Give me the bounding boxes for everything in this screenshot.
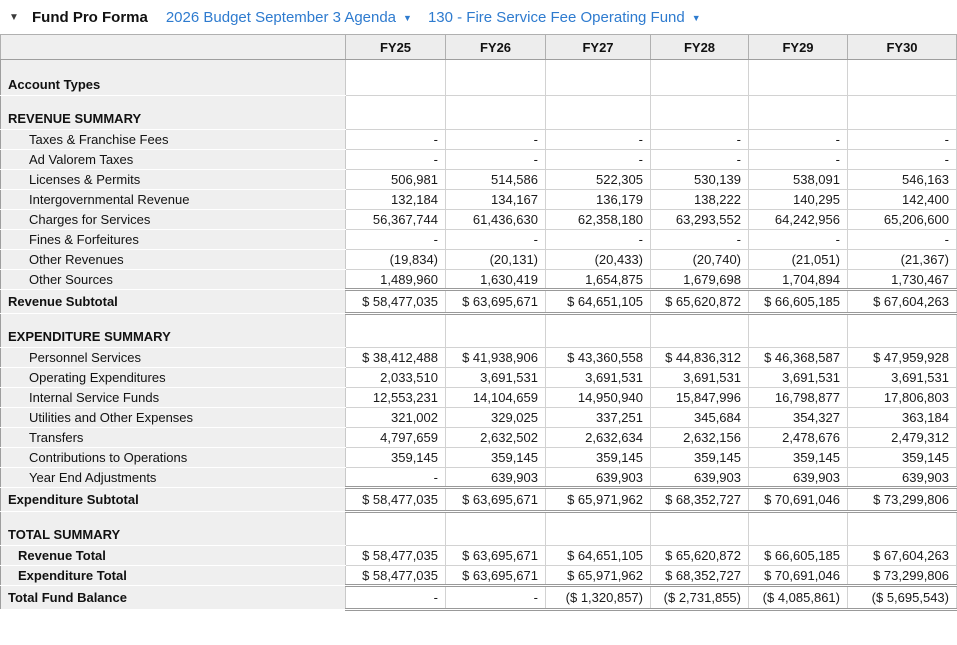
column-header-fy4: FY29 <box>749 35 848 60</box>
value-cell <box>346 512 446 546</box>
value-cell <box>546 60 651 96</box>
table-row <box>1 210 957 230</box>
value-cell: 639,903 <box>651 468 749 488</box>
value-cell: 321,002 <box>346 408 446 428</box>
value-cell <box>848 314 957 348</box>
table-row <box>1 130 957 150</box>
value-cell <box>651 314 749 348</box>
column-header-fy3: FY28 <box>651 35 749 60</box>
value-cell: 136,179 <box>546 190 651 210</box>
value-cell: 522,305 <box>546 170 651 190</box>
row-label: Intergovernmental Revenue <box>1 190 346 210</box>
row-label: Expenditure Total <box>1 566 346 586</box>
value-cell <box>848 60 957 96</box>
value-cell: 363,184 <box>848 408 957 428</box>
table-row <box>1 190 957 210</box>
value-cell: (20,433) <box>546 250 651 270</box>
value-cell: $ 63,695,671 <box>446 546 546 566</box>
row-label: Total Fund Balance <box>1 586 346 610</box>
value-cell: ($ 2,731,855) <box>651 586 749 610</box>
column-header-fy0: FY25 <box>346 35 446 60</box>
value-cell: 16,798,877 <box>749 388 848 408</box>
value-cell: - <box>446 130 546 150</box>
value-cell: 2,632,634 <box>546 428 651 448</box>
value-cell: 56,367,744 <box>346 210 446 230</box>
value-cell: 3,691,531 <box>749 368 848 388</box>
table-row <box>1 428 957 448</box>
table-row <box>1 448 957 468</box>
value-cell: 4,797,659 <box>346 428 446 448</box>
value-cell: $ 66,605,185 <box>749 290 848 314</box>
value-cell: - <box>346 230 446 250</box>
value-cell: $ 47,959,928 <box>848 348 957 368</box>
value-cell: $ 63,695,671 <box>446 488 546 512</box>
value-cell: 530,139 <box>651 170 749 190</box>
value-cell <box>346 314 446 348</box>
value-cell: $ 38,412,488 <box>346 348 446 368</box>
value-cell: 14,104,659 <box>446 388 546 408</box>
value-cell: 1,730,467 <box>848 270 957 290</box>
value-cell: $ 58,477,035 <box>346 290 446 314</box>
fund-dropdown-label: 130 - Fire Service Fee Operating Fund <box>427 8 685 26</box>
value-cell: $ 43,360,558 <box>546 348 651 368</box>
value-cell <box>749 512 848 546</box>
value-cell: - <box>346 130 446 150</box>
row-label: EXPENDITURE SUMMARY <box>1 314 346 348</box>
value-cell <box>346 60 446 96</box>
value-cell <box>651 96 749 130</box>
value-cell: 15,847,996 <box>651 388 749 408</box>
value-cell: $ 68,352,727 <box>651 566 749 586</box>
value-cell: - <box>651 130 749 150</box>
value-cell <box>546 512 651 546</box>
value-cell: 2,033,510 <box>346 368 446 388</box>
value-cell: 639,903 <box>749 468 848 488</box>
value-cell: $ 70,691,046 <box>749 488 848 512</box>
row-label: Account Types <box>1 60 346 96</box>
value-cell: 359,145 <box>446 448 546 468</box>
value-cell: - <box>546 150 651 170</box>
value-cell: 63,293,552 <box>651 210 749 230</box>
row-label: REVENUE SUMMARY <box>1 96 346 130</box>
row-label: Year End Adjustments <box>1 468 346 488</box>
value-cell: (19,834) <box>346 250 446 270</box>
value-cell: 359,145 <box>546 448 651 468</box>
value-cell: $ 41,938,906 <box>446 348 546 368</box>
value-cell: 62,358,180 <box>546 210 651 230</box>
value-cell: - <box>848 150 957 170</box>
chevron-down-icon: ▼ <box>691 13 701 23</box>
value-cell: $ 64,651,105 <box>546 290 651 314</box>
value-cell: 1,489,960 <box>346 270 446 290</box>
value-cell: - <box>848 230 957 250</box>
value-cell: 329,025 <box>446 408 546 428</box>
value-cell: $ 65,971,962 <box>546 566 651 586</box>
table-row <box>1 368 957 388</box>
value-cell <box>546 314 651 348</box>
value-cell: 337,251 <box>546 408 651 428</box>
row-label: Licenses & Permits <box>1 170 346 190</box>
value-cell: 14,950,940 <box>546 388 651 408</box>
row-label: TOTAL SUMMARY <box>1 512 346 546</box>
row-label: Other Sources <box>1 270 346 290</box>
value-cell: 64,242,956 <box>749 210 848 230</box>
table-row <box>1 250 957 270</box>
value-cell: $ 65,971,962 <box>546 488 651 512</box>
value-cell: (20,740) <box>651 250 749 270</box>
column-header-fy5: FY30 <box>848 35 957 60</box>
column-header-fy2: FY27 <box>546 35 651 60</box>
budget-dropdown[interactable] <box>166 9 412 26</box>
value-cell: 65,206,600 <box>848 210 957 230</box>
chevron-down-icon: ▼ <box>403 13 412 23</box>
value-cell: - <box>346 468 446 488</box>
table-row <box>1 270 957 290</box>
toolbar <box>0 0 957 34</box>
value-cell: $ 70,691,046 <box>749 566 848 586</box>
row-label: Contributions to Operations <box>1 448 346 468</box>
value-cell: 3,691,531 <box>446 368 546 388</box>
value-cell: (20,131) <box>446 250 546 270</box>
value-cell: - <box>446 150 546 170</box>
table-row <box>1 586 957 610</box>
fund-dropdown[interactable] <box>428 9 701 26</box>
value-cell: - <box>446 230 546 250</box>
value-cell <box>651 512 749 546</box>
value-cell: - <box>749 130 848 150</box>
value-cell: - <box>346 150 446 170</box>
row-label: Revenue Subtotal <box>1 290 346 314</box>
value-cell: (21,051) <box>749 250 848 270</box>
value-cell: 1,654,875 <box>546 270 651 290</box>
value-cell: ($ 5,695,543) <box>848 586 957 610</box>
value-cell: 639,903 <box>546 468 651 488</box>
value-cell <box>446 96 546 130</box>
table-row <box>1 512 957 546</box>
value-cell: $ 44,836,312 <box>651 348 749 368</box>
value-cell <box>546 96 651 130</box>
table-row <box>1 60 957 96</box>
value-cell: 3,691,531 <box>651 368 749 388</box>
row-label: Operating Expenditures <box>1 368 346 388</box>
table-row <box>1 408 957 428</box>
row-label: Taxes & Franchise Fees <box>1 130 346 150</box>
value-cell: 359,145 <box>749 448 848 468</box>
table-row <box>1 314 957 348</box>
value-cell: 506,981 <box>346 170 446 190</box>
value-cell: 2,479,312 <box>848 428 957 448</box>
table-row <box>1 96 957 130</box>
value-cell: $ 63,695,671 <box>446 290 546 314</box>
value-cell: 3,691,531 <box>546 368 651 388</box>
value-cell: 3,691,531 <box>848 368 957 388</box>
table-row <box>1 388 957 408</box>
value-cell: - <box>749 230 848 250</box>
value-cell: $ 63,695,671 <box>446 566 546 586</box>
value-cell <box>651 60 749 96</box>
row-label: Personnel Services <box>1 348 346 368</box>
value-cell: $ 73,299,806 <box>848 566 957 586</box>
value-cell <box>848 96 957 130</box>
value-cell: 1,704,894 <box>749 270 848 290</box>
table-row <box>1 468 957 488</box>
table-row <box>1 290 957 314</box>
value-cell: 359,145 <box>651 448 749 468</box>
value-cell: 12,553,231 <box>346 388 446 408</box>
value-cell: $ 58,477,035 <box>346 488 446 512</box>
value-cell: - <box>651 150 749 170</box>
value-cell: 538,091 <box>749 170 848 190</box>
table-row <box>1 488 957 512</box>
value-cell: 2,478,676 <box>749 428 848 448</box>
value-cell <box>749 96 848 130</box>
value-cell: 17,806,803 <box>848 388 957 408</box>
value-cell <box>848 512 957 546</box>
row-label: Internal Service Funds <box>1 388 346 408</box>
value-cell: 132,184 <box>346 190 446 210</box>
value-cell: $ 58,477,035 <box>346 566 446 586</box>
value-cell: $ 64,651,105 <box>546 546 651 566</box>
value-cell <box>346 96 446 130</box>
table-body <box>1 60 957 610</box>
value-cell: - <box>848 130 957 150</box>
row-label: Transfers <box>1 428 346 448</box>
value-cell: $ 67,604,263 <box>848 546 957 566</box>
row-label: Expenditure Subtotal <box>1 488 346 512</box>
row-label: Ad Valorem Taxes <box>1 150 346 170</box>
value-cell: 138,222 <box>651 190 749 210</box>
value-cell: $ 66,605,185 <box>749 546 848 566</box>
value-cell: - <box>651 230 749 250</box>
table-row <box>1 348 957 368</box>
row-label: Charges for Services <box>1 210 346 230</box>
value-cell: 2,632,502 <box>446 428 546 448</box>
value-cell: $ 58,477,035 <box>346 546 446 566</box>
value-cell: (21,367) <box>848 250 957 270</box>
corner-cell <box>1 35 346 60</box>
value-cell: 140,295 <box>749 190 848 210</box>
row-label: Other Revenues <box>1 250 346 270</box>
value-cell: ($ 4,085,861) <box>749 586 848 610</box>
value-cell <box>446 314 546 348</box>
value-cell <box>446 512 546 546</box>
value-cell: 61,436,630 <box>446 210 546 230</box>
value-cell: - <box>346 586 446 610</box>
value-cell: - <box>546 230 651 250</box>
value-cell: 639,903 <box>446 468 546 488</box>
table-row <box>1 546 957 566</box>
value-cell: ($ 1,320,857) <box>546 586 651 610</box>
table-row <box>1 150 957 170</box>
value-cell: $ 65,620,872 <box>651 290 749 314</box>
value-cell: - <box>546 130 651 150</box>
column-header-fy1: FY26 <box>446 35 546 60</box>
value-cell: $ 67,604,263 <box>848 290 957 314</box>
row-label: Fines & Forfeitures <box>1 230 346 250</box>
value-cell <box>446 60 546 96</box>
value-cell: 359,145 <box>848 448 957 468</box>
value-cell: 134,167 <box>446 190 546 210</box>
collapse-expander-icon[interactable]: ▼ <box>9 11 19 23</box>
value-cell: 142,400 <box>848 190 957 210</box>
value-cell: - <box>749 150 848 170</box>
value-cell: 546,163 <box>848 170 957 190</box>
value-cell: 1,679,698 <box>651 270 749 290</box>
table-header-row <box>1 35 957 60</box>
row-label: Utilities and Other Expenses <box>1 408 346 428</box>
value-cell: 514,586 <box>446 170 546 190</box>
value-cell: $ 65,620,872 <box>651 546 749 566</box>
value-cell: - <box>446 586 546 610</box>
table-row <box>1 230 957 250</box>
value-cell <box>749 314 848 348</box>
value-cell: $ 68,352,727 <box>651 488 749 512</box>
value-cell: 1,630,419 <box>446 270 546 290</box>
proforma-table <box>0 34 957 611</box>
table-row <box>1 170 957 190</box>
value-cell <box>749 60 848 96</box>
page-title: Fund Pro Forma <box>32 8 148 26</box>
value-cell: 359,145 <box>346 448 446 468</box>
value-cell: $ 46,368,587 <box>749 348 848 368</box>
row-label: Revenue Total <box>1 546 346 566</box>
budget-dropdown-label: 2026 Budget September 3 Agenda <box>165 8 397 26</box>
table-row <box>1 566 957 586</box>
value-cell: 2,632,156 <box>651 428 749 448</box>
value-cell: 345,684 <box>651 408 749 428</box>
value-cell: $ 73,299,806 <box>848 488 957 512</box>
value-cell: 639,903 <box>848 468 957 488</box>
value-cell: 354,327 <box>749 408 848 428</box>
